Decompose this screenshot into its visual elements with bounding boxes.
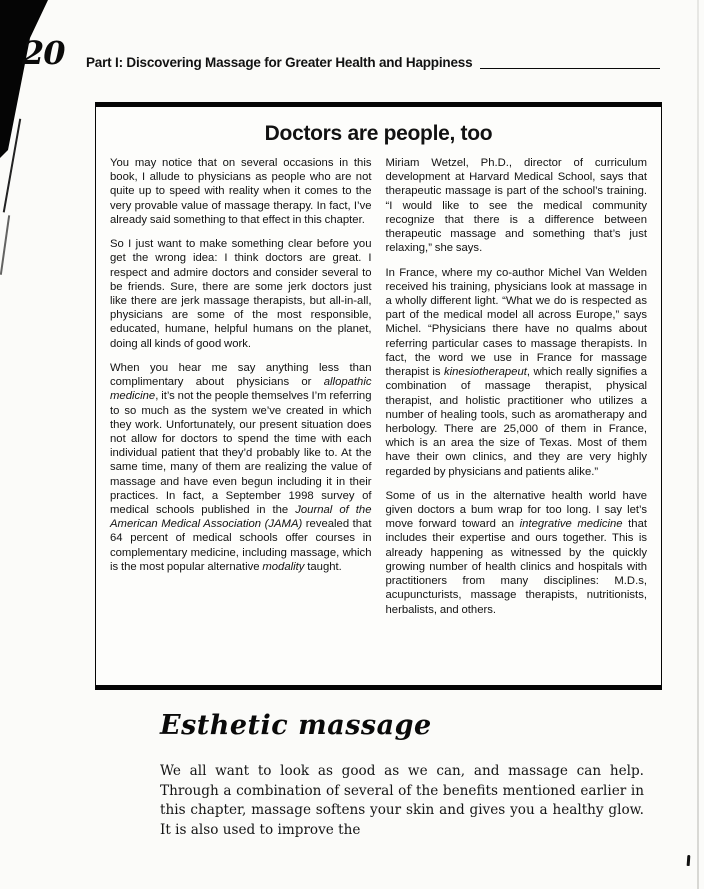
- sidebar-paragraph: When you hear me say anything less than complimentary about physicians or allopathic medicine, it’s not the people themselves I’m referring to so much as the system we’ve created in which they work. Unfortunately, our present situation does not allow for doctors to spend the time with each individual patient that they’d probably like to. At the same time, many of them are realizing the value of massage and have even begun including it in their practices. In fact, a September 1998 survey of medical schools published in the Journal of the American Medical Association (JAMA) revealed that 64 percent of medical schools offer courses in complementary medicine, including massage, which is the most popular alternative modality taught.: [110, 361, 372, 573]
- sidebar-paragraph: In France, where my co-author Michel Van Welden received his training, physicians look at massage in a wholly different light. “What we do is respected as part of the medical model all across Europe,” says Michel. “Physicians there have no qualms about referring particular cases to massage therapists. In fact, the word we use in France for massage therapist is kinesiotherapeut, which really signifies a combination of massage therapist, physical therapist, and holistic practitioner who utilizes a number of healing tools, such as aromatherapy and herbology. There are 25,000 of them in France, which is an area the size of Texas. Most of them have their own clinics, and they are very highly regarded by physicians and patients alike.”: [385, 266, 647, 478]
- sidebar-paragraph: So I just want to make something clear before you get the wrong idea: I think doctors are great. I respect and admire doctors and consider several to be friends. Sure, there are some jerk doctors just like there are jerk massage therapists, but all-in-all, physicians are some of the most responsible, educated, humane, helpful humans on the planet, doing all kinds of good work.: [110, 238, 372, 350]
- page-edge-shadow: [697, 0, 699, 889]
- ink-mark: [687, 855, 691, 866]
- section-heading: Esthetic massage: [160, 710, 432, 741]
- sidebar-columns: [110, 156, 647, 627]
- body-paragraph: We all want to look as good as we can, and massage can help. Through a combination of several of the benefits mentioned earlier in this chapter, massage softens your skin and gives you a healthy glow. It is also used to improve the: [160, 763, 644, 838]
- running-head: [86, 55, 660, 70]
- sidebar-right-column: [386, 156, 648, 627]
- sidebar-paragraph: Miriam Wetzel, Ph.D., director of curriculum development at Harvard Medical School, says that therapeutic massage is part of the school’s training. “I would like to see the medical community recognize that there is a difference between therapeutic massage and something that’s just relaxing,” she says.: [385, 157, 647, 255]
- sidebar-paragraph: Some of us in the alternative health world have given doctors a bum wrap for too long. I say let’s move forward toward an integrative medicine that includes their expertise and ours together. This is already happening as witnessed by the quickly growing number of health clinics and hospitals with practitioners from many disciplines: M.D.s, acupuncturists, massage therapists, nutritionists, herbalists, and others.: [385, 489, 648, 616]
- sidebar-title: Doctors are people, too: [264, 122, 493, 145]
- sidebar-paragraph: You may notice that on several occasions in this book, I allude to physicians as people who are not quite up to speed with reality when it comes to the very provable value of massage therapy. In fact, I’ve already said something to that effect in this chapter.: [110, 157, 372, 226]
- chapter-corner-flag: [0, 0, 50, 158]
- running-head-rule: [480, 68, 660, 69]
- sidebar-left-column: [110, 156, 372, 627]
- running-head-title: Part I: Discovering Massage for Greater Health and Happiness: [86, 55, 473, 70]
- page-number: 20: [22, 34, 65, 72]
- sidebar-box: [95, 102, 662, 690]
- corner-accent-line: [0, 215, 10, 275]
